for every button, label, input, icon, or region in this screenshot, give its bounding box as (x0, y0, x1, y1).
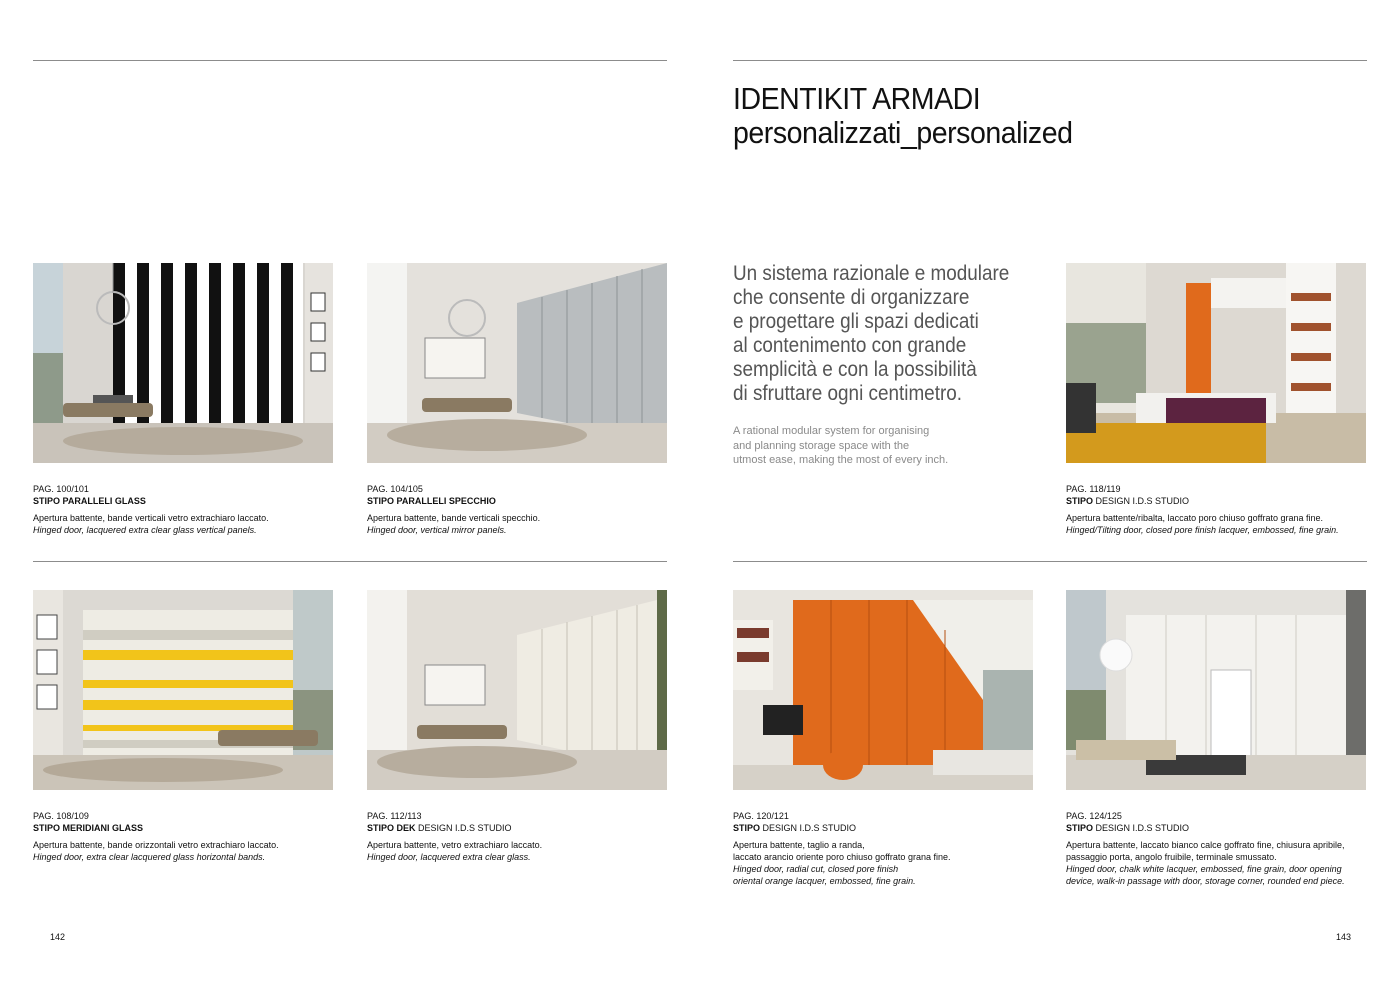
page-ref: PAG. 118/119 (1066, 484, 1121, 494)
caption-paralleli-specchio (367, 483, 667, 536)
product-name (733, 822, 1033, 834)
description-en: oriental orange lacquer, embossed, fine grain. (733, 876, 916, 886)
description-en: Hinged door, lacquered extra clear glass. (367, 852, 531, 862)
caption-paralleli-glass (33, 483, 333, 536)
description-it: passaggio porta, angolo fruibile, terminale smussato. (1066, 852, 1277, 862)
caption-stipo-dek (367, 810, 667, 863)
photo-stipo-dek (367, 590, 667, 790)
intro-it-line: al contenimento con grande (733, 334, 967, 357)
description-en: Hinged door, chalk white lacquer, embossed, fine grain, door opening (1066, 864, 1342, 874)
caption-meridiani-glass (33, 810, 333, 863)
product-name-rest: DESIGN I.D.S STUDIO (415, 823, 512, 833)
description-it: Apertura battente, bande verticali specchio. (367, 513, 541, 523)
intro-it-line: semplicità e con la possibilità (733, 358, 977, 381)
description-en: Hinged/Tilting door, closed pore finish lacquer, embossed, fine grain. (1066, 525, 1339, 535)
product-name (1066, 495, 1366, 507)
intro-it-line: di sfruttare ogni centimetro. (733, 382, 963, 405)
title-line-1: IDENTIKIT ARMADI (733, 81, 981, 116)
mid-rule-right (733, 561, 1367, 562)
photo-paralleli-specchio (367, 263, 667, 463)
caption-stipo-124 (1066, 810, 1366, 887)
page-ref: PAG. 104/105 (367, 484, 423, 494)
description-en: device, walk-in passage with door, storage corner, rounded end piece. (1066, 876, 1345, 886)
product-name-bold: STIPO MERIDIANI GLASS (33, 823, 144, 833)
product-name (367, 822, 667, 834)
product-name-bold: STIPO DEK (367, 823, 416, 833)
product-name-bold: STIPO (733, 823, 761, 833)
description-en: Hinged door, extra clear lacquered glass horizontal bands. (33, 852, 266, 862)
intro-it-line: Un sistema razionale e modulare (733, 262, 1010, 285)
product-name (33, 495, 333, 507)
description-it: Apertura battente, bande verticali vetro extrachiaro laccato. (33, 513, 269, 523)
photo-meridiani-glass (33, 590, 333, 790)
page-title (733, 82, 1073, 150)
caption-stipo-120 (733, 810, 1033, 887)
description-it: Apertura battente, taglio a randa, (733, 840, 865, 850)
title-line-2: personalizzati_personalized (733, 115, 1073, 150)
page-ref: PAG. 108/109 (33, 811, 89, 821)
photo-paralleli-glass (33, 263, 333, 463)
photo-stipo-124 (1066, 590, 1366, 790)
top-rule-left (33, 60, 667, 61)
description-en: Hinged door, radial cut, closed pore finish (733, 864, 899, 874)
intro-it-line: che consente di organizzare (733, 286, 970, 309)
page-number-left: 142 (50, 932, 66, 942)
description-it: Apertura battente, vetro extrachiaro laccato. (367, 840, 543, 850)
page-ref: PAG. 100/101 (33, 484, 89, 494)
product-name-rest: DESIGN I.D.S STUDIO (760, 823, 857, 833)
page-ref: PAG. 112/113 (367, 811, 422, 821)
product-name (1066, 822, 1366, 834)
photo-stipo-118 (1066, 263, 1366, 463)
description-it: Apertura battente/ribalta, laccato poro chiuso goffrato grana fine. (1066, 513, 1323, 523)
intro-english (733, 424, 1013, 468)
product-name (367, 495, 667, 507)
product-name-rest: DESIGN I.D.S STUDIO (1093, 823, 1190, 833)
intro-italian (733, 262, 1057, 406)
product-name-bold: STIPO (1066, 496, 1094, 506)
description-it: Apertura battente, bande orizzontali vetro extrachiaro laccato. (33, 840, 279, 850)
intro-it-line: e progettare gli spazi dedicati (733, 310, 979, 333)
product-name (33, 822, 333, 834)
caption-stipo-118 (1066, 483, 1366, 536)
intro-en-line: and planning storage space with the (733, 439, 910, 452)
mid-rule-left (33, 561, 667, 562)
product-name-bold: STIPO (1066, 823, 1094, 833)
page-ref: PAG. 124/125 (1066, 811, 1122, 821)
page-ref: PAG. 120/121 (733, 811, 789, 821)
intro-en-line: A rational modular system for organising (733, 425, 930, 437)
product-name-bold: STIPO PARALLELI SPECCHIO (367, 496, 496, 506)
page-number-right: 143 (1336, 932, 1352, 942)
description-en: Hinged door, lacquered extra clear glass vertical panels. (33, 525, 257, 535)
intro-en-line: utmost ease, making the most of every inch. (733, 454, 949, 466)
product-name-bold: STIPO PARALLELI GLASS (33, 496, 146, 506)
description-it: Apertura battente, laccato bianco calce goffrato fine, chiusura apribile, (1066, 840, 1345, 850)
description-en: Hinged door, vertical mirror panels. (367, 525, 507, 535)
product-name-rest: DESIGN I.D.S STUDIO (1093, 496, 1190, 506)
description-it: laccato arancio oriente poro chiuso goffrato grana fine. (733, 852, 951, 862)
photo-stipo-120 (733, 590, 1033, 790)
top-rule-right (733, 60, 1367, 61)
